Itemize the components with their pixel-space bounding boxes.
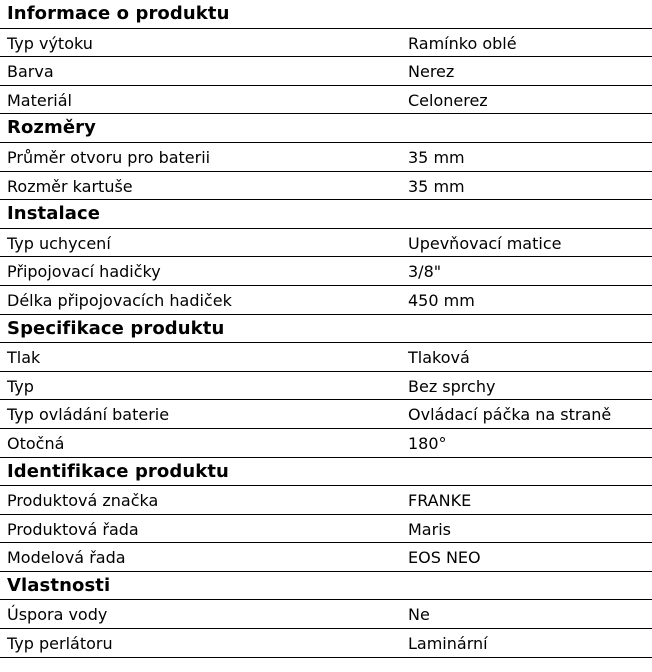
spec-value: Maris xyxy=(408,519,451,539)
spec-label: Modelová řada xyxy=(7,548,126,568)
section-heading xyxy=(0,458,652,487)
spec-value: FRANKE xyxy=(408,491,472,511)
section-title: Instalace xyxy=(7,203,101,225)
spec-value: Ovládací páčka na straně xyxy=(408,405,612,425)
spec-label: Typ perlátoru xyxy=(7,634,113,654)
spec-label: Produktová řada xyxy=(7,519,139,539)
section-title: Informace o produktu xyxy=(7,3,230,24)
spec-label: Průměr otvoru pro baterii xyxy=(7,147,211,167)
spec-label: Tlak xyxy=(7,348,41,368)
spec-label: Barva xyxy=(7,62,54,82)
spec-row xyxy=(0,29,652,58)
section-title: Vlastnosti xyxy=(7,574,111,596)
spec-row xyxy=(0,172,652,201)
section-installation xyxy=(0,200,652,314)
spec-value: Celonerez xyxy=(408,90,488,110)
section-product-info xyxy=(0,0,652,114)
spec-value: 3/8" xyxy=(408,262,442,282)
spec-value: 450 mm xyxy=(408,290,475,310)
spec-row xyxy=(0,543,652,572)
spec-row xyxy=(0,400,652,429)
section-product-identification xyxy=(0,458,652,572)
section-heading xyxy=(0,0,652,29)
spec-label: Materiál xyxy=(7,90,72,110)
spec-value: EOS NEO xyxy=(408,548,481,568)
spec-label: Typ uchycení xyxy=(7,233,111,253)
spec-label: Rozměr kartuše xyxy=(7,176,133,196)
section-heading xyxy=(0,315,652,344)
section-title: Identifikace produktu xyxy=(7,460,229,482)
spec-value: 180° xyxy=(408,433,447,453)
spec-row xyxy=(0,286,652,315)
spec-value: Bez sprchy xyxy=(408,376,496,396)
spec-label: Typ xyxy=(7,376,34,396)
section-heading xyxy=(0,200,652,229)
section-title: Specifikace produktu xyxy=(7,317,225,339)
spec-label: Typ výtoku xyxy=(7,33,93,53)
section-heading xyxy=(0,572,652,601)
spec-label: Úspora vody xyxy=(7,605,108,625)
spec-row xyxy=(0,143,652,172)
spec-row xyxy=(0,629,652,658)
spec-label: Typ ovládání baterie xyxy=(7,405,170,425)
spec-value: Ne xyxy=(408,605,430,625)
spec-label: Otočná xyxy=(7,433,65,453)
spec-value: 35 mm xyxy=(408,176,465,196)
section-title: Rozměry xyxy=(7,117,96,139)
section-heading xyxy=(0,114,652,143)
spec-value: Nerez xyxy=(408,62,455,82)
spec-value: 35 mm xyxy=(408,147,465,167)
spec-value: Ramínko oblé xyxy=(408,33,517,53)
spec-row xyxy=(0,257,652,286)
spec-row xyxy=(0,429,652,458)
spec-value: Laminární xyxy=(408,634,488,654)
spec-row xyxy=(0,372,652,401)
spec-label: Připojovací hadičky xyxy=(7,262,161,282)
spec-label: Délka připojovacích hadiček xyxy=(7,290,232,310)
section-product-specification xyxy=(0,315,652,458)
spec-row xyxy=(0,343,652,372)
spec-row xyxy=(0,515,652,544)
spec-row xyxy=(0,57,652,86)
spec-label: Produktová značka xyxy=(7,491,159,511)
section-properties xyxy=(0,572,652,658)
spec-row xyxy=(0,486,652,515)
spec-row xyxy=(0,229,652,258)
spec-value: Upevňovací matice xyxy=(408,233,562,253)
spec-row xyxy=(0,86,652,115)
section-dimensions xyxy=(0,114,652,200)
spec-value: Tlaková xyxy=(408,348,470,368)
spec-row xyxy=(0,600,652,629)
